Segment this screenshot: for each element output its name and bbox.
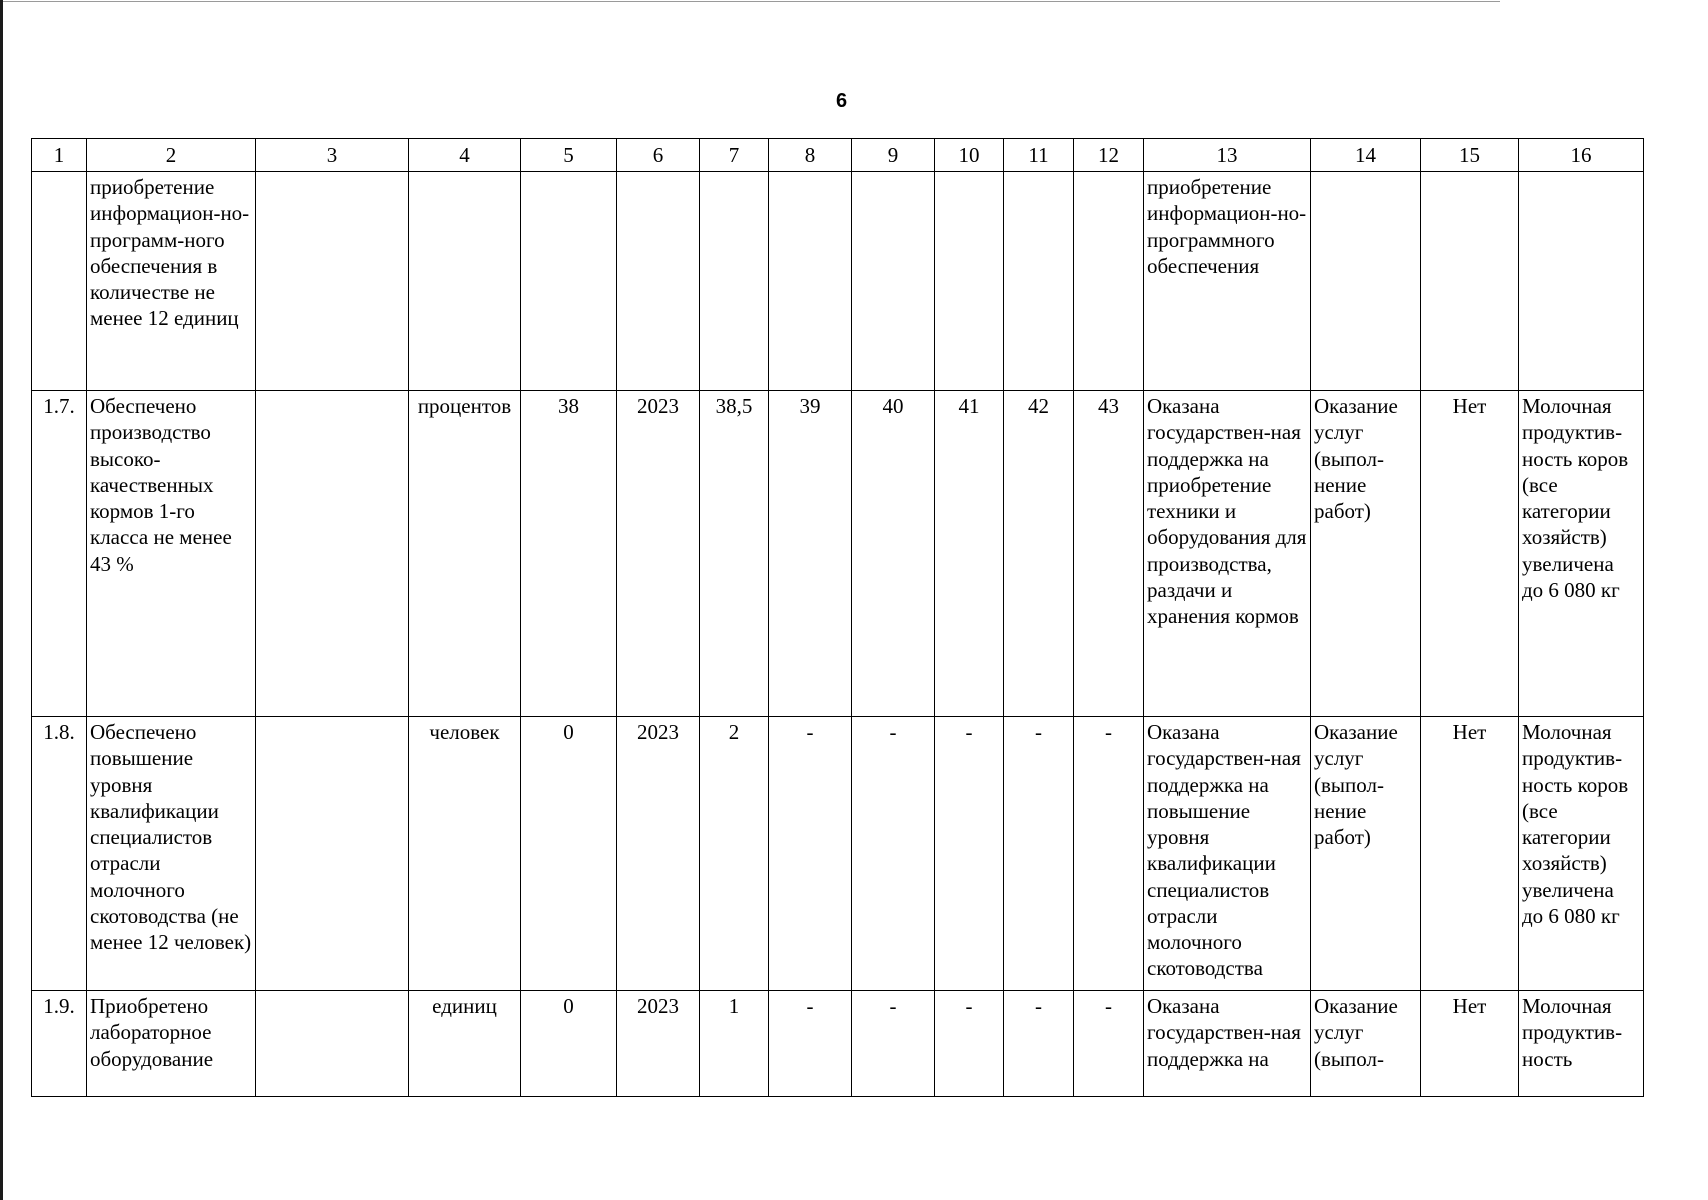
row-number-cell bbox=[32, 172, 87, 391]
col3-cell bbox=[256, 172, 409, 391]
col3-cell bbox=[256, 717, 409, 991]
flag-cell: Нет bbox=[1421, 991, 1519, 1097]
base-year-cell: 2023 bbox=[617, 717, 700, 991]
header-row bbox=[32, 139, 1644, 172]
unit-cell: единиц bbox=[409, 991, 521, 1097]
year-value-cell: 40 bbox=[852, 391, 935, 717]
result-cell: приобретение информацион-но-программ-ного обеспечения в количестве не менее 12 единиц bbox=[87, 172, 256, 391]
row-number-cell: 1.9. bbox=[32, 991, 87, 1097]
base-value-cell: 38 bbox=[521, 391, 617, 717]
year-value-cell: 43 bbox=[1074, 391, 1144, 717]
year-value-cell: 2 bbox=[700, 717, 769, 991]
col3-cell bbox=[256, 991, 409, 1097]
row-number-cell: 1.7. bbox=[32, 391, 87, 717]
table-row bbox=[32, 391, 1644, 717]
header-cell: 3 bbox=[256, 139, 409, 172]
base-value-cell bbox=[521, 172, 617, 391]
year-value-cell: 41 bbox=[935, 391, 1004, 717]
year-value-cell: - bbox=[935, 717, 1004, 991]
year-value-cell bbox=[1074, 172, 1144, 391]
year-value-cell: 38,5 bbox=[700, 391, 769, 717]
flag-cell: Нет bbox=[1421, 391, 1519, 717]
link-cell: Молочная продуктив-ность коров (все категории хозяйств) увеличена до 6 080 кг bbox=[1519, 391, 1644, 717]
type-cell: Оказание услуг (выпол-нение работ) bbox=[1311, 391, 1421, 717]
table-row bbox=[32, 172, 1644, 391]
header-cell: 13 bbox=[1144, 139, 1311, 172]
base-value-cell: 0 bbox=[521, 717, 617, 991]
type-cell: Оказание услуг (выпол- bbox=[1311, 991, 1421, 1097]
year-value-cell: 1 bbox=[700, 991, 769, 1097]
result-cell: Приобретено лабораторное оборудование bbox=[87, 991, 256, 1097]
type-cell bbox=[1311, 172, 1421, 391]
base-year-cell bbox=[617, 172, 700, 391]
year-value-cell bbox=[769, 172, 852, 391]
header-cell: 1 bbox=[32, 139, 87, 172]
measure-cell: Оказана государствен-ная поддержка на bbox=[1144, 991, 1311, 1097]
table-row bbox=[32, 717, 1644, 991]
header-cell: 11 bbox=[1004, 139, 1074, 172]
header-cell: 7 bbox=[700, 139, 769, 172]
header-cell: 9 bbox=[852, 139, 935, 172]
header-cell: 12 bbox=[1074, 139, 1144, 172]
year-value-cell: - bbox=[1004, 717, 1074, 991]
base-year-cell: 2023 bbox=[617, 391, 700, 717]
link-cell: Молочная продуктив-ность коров (все категории хозяйств) увеличена до 6 080 кг bbox=[1519, 717, 1644, 991]
row-number-cell: 1.8. bbox=[32, 717, 87, 991]
result-cell: Обеспечено повышение уровня квалификации специалистов отрасли молочного скотоводства (не менее 12 человек) bbox=[87, 717, 256, 991]
year-value-cell bbox=[1004, 172, 1074, 391]
measure-cell: Оказана государствен-ная поддержка на приобретение техники и оборудования для производства, раздачи и хранения кормов bbox=[1144, 391, 1311, 717]
link-cell bbox=[1519, 172, 1644, 391]
year-value-cell: - bbox=[935, 991, 1004, 1097]
year-value-cell bbox=[852, 172, 935, 391]
flag-cell bbox=[1421, 172, 1519, 391]
link-cell: Молочная продуктив-ность bbox=[1519, 991, 1644, 1097]
year-value-cell: 42 bbox=[1004, 391, 1074, 717]
result-cell: Обеспечено производство высоко-качественных кормов 1-го класса не менее 43 % bbox=[87, 391, 256, 717]
top-border-line bbox=[0, 1, 1500, 2]
base-year-cell: 2023 bbox=[617, 991, 700, 1097]
header-cell: 14 bbox=[1311, 139, 1421, 172]
year-value-cell: 39 bbox=[769, 391, 852, 717]
type-cell: Оказание услуг (выпол-нение работ) bbox=[1311, 717, 1421, 991]
base-value-cell: 0 bbox=[521, 991, 617, 1097]
table-row bbox=[32, 991, 1644, 1097]
unit-cell: процентов bbox=[409, 391, 521, 717]
year-value-cell: - bbox=[852, 991, 935, 1097]
header-cell: 4 bbox=[409, 139, 521, 172]
year-value-cell: - bbox=[852, 717, 935, 991]
year-value-cell: - bbox=[1074, 717, 1144, 991]
flag-cell: Нет bbox=[1421, 717, 1519, 991]
year-value-cell: - bbox=[1074, 991, 1144, 1097]
header-cell: 16 bbox=[1519, 139, 1644, 172]
year-value-cell bbox=[700, 172, 769, 391]
year-value-cell: - bbox=[769, 717, 852, 991]
header-cell: 2 bbox=[87, 139, 256, 172]
measure-cell: Оказана государствен-ная поддержка на повышение уровня квалификации специалистов отрасли молочного скотоводства bbox=[1144, 717, 1311, 991]
page-number: 6 bbox=[836, 90, 848, 112]
col3-cell bbox=[256, 391, 409, 717]
measure-cell: приобретение информацион-но-программного обеспечения bbox=[1144, 172, 1311, 391]
main-table bbox=[31, 138, 1644, 1097]
header-cell: 6 bbox=[617, 139, 700, 172]
scan-left-edge bbox=[0, 0, 3, 1200]
header-cell: 5 bbox=[521, 139, 617, 172]
year-value-cell bbox=[935, 172, 1004, 391]
unit-cell: человек bbox=[409, 717, 521, 991]
unit-cell bbox=[409, 172, 521, 391]
year-value-cell: - bbox=[769, 991, 852, 1097]
year-value-cell: - bbox=[1004, 991, 1074, 1097]
header-cell: 15 bbox=[1421, 139, 1519, 172]
header-cell: 8 bbox=[769, 139, 852, 172]
header-cell: 10 bbox=[935, 139, 1004, 172]
